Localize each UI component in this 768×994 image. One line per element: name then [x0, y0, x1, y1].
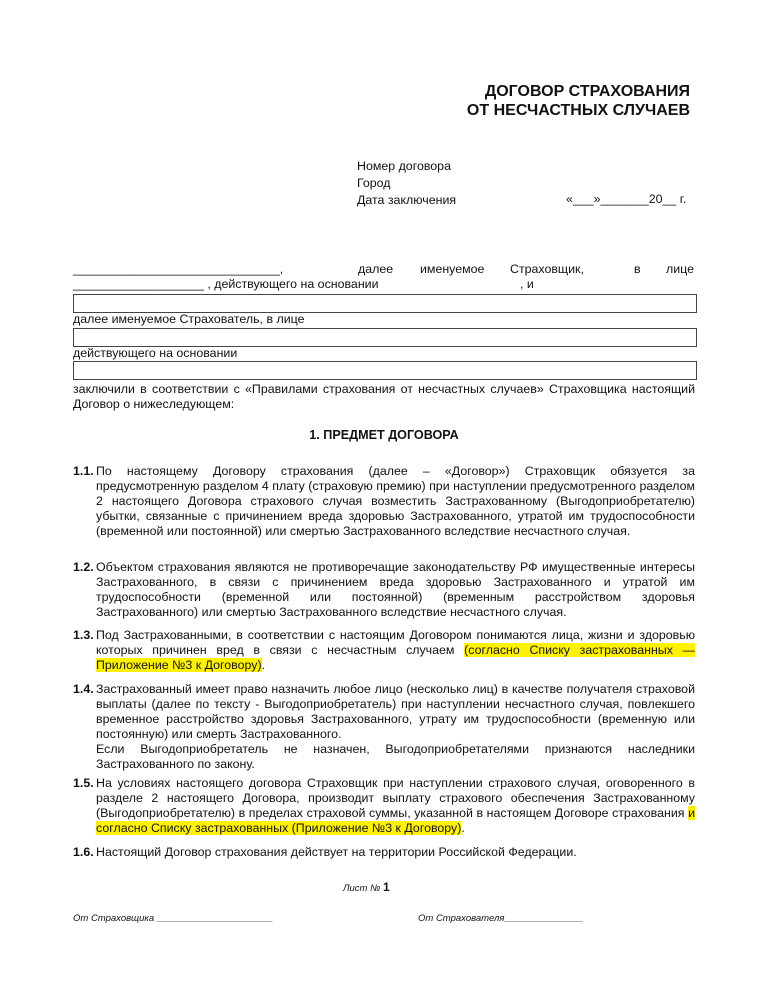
clause-1-6 — [73, 845, 695, 860]
title-line-2: ОТ НЕСЧАСТНЫХ СЛУЧАЕВ — [466, 102, 690, 119]
clause-number: 1.1. — [73, 464, 94, 478]
fill-field-3[interactable] — [73, 361, 697, 380]
concluded-text: заключили в соответствии с «Правилами страхования от несчастных случаев» Страховщика настоящий Договор о нижеследующем: — [73, 382, 695, 411]
clause-text: Застрахованный имеет право назначить любое лицо (несколько лиц) в качестве получателя страховой выплаты (далее по тексту - Выгодоприобретатель) при наступлении несчастного случая, повлекшего временное расстройство здоровья Застрахованного, утрату им трудоспособности (временную или постоянную) или смерть Застрахованного. — [96, 682, 695, 741]
highlighted-text: (согласно Списку застрахованных — Приложение №3 к Договору) — [96, 643, 695, 672]
fill-field-1[interactable] — [73, 294, 697, 313]
party-word-c: Страховщик, — [510, 262, 584, 276]
clause-text: Настоящий Договор страхования действует на территории Российской Федерации. — [96, 845, 577, 859]
clause-number: 1.6. — [73, 845, 94, 859]
clause-number: 1.5. — [73, 776, 94, 790]
party-word-e: лице — [666, 262, 694, 276]
clause-1-3 — [73, 628, 695, 673]
contract-meta — [357, 158, 456, 209]
section-1-heading: 1. ПРЕДМЕТ ДОГОВОРА — [309, 428, 459, 442]
clause-1-5 — [73, 776, 695, 836]
fill-field-2[interactable] — [73, 328, 697, 347]
insurer-line: далее именуемое Страхователь, в лице — [73, 312, 305, 326]
party-basis: ___________________ , действующего на основании — [73, 277, 379, 291]
clause-text: Под Застрахованными, в соответствии с настоящим Договором понимаются лица, жизни и здоровью которых причинен вред в связи с несчастным случаем (согласно Списку застрахованных — Приложение №3 к Договору). — [96, 628, 695, 672]
party-blank: ______________________________, — [73, 262, 284, 276]
title-line-1: ДОГОВОР СТРАХОВАНИЯ — [484, 83, 690, 100]
clause-number: 1.4. — [73, 682, 94, 696]
contract-number-label: Номер договора — [357, 159, 451, 173]
basis-line: действующего на основании — [73, 346, 238, 360]
party-word-a: далее — [358, 262, 394, 276]
document-title — [0, 82, 768, 120]
clause-text: На условиях настоящего договора Страховщик при наступлении страхового случая, оговоренного в разделе 2 настоящего Договора, производит выплату страхового обеспечения Застрахованному (Выгодоприобретателю) в пределах страховой суммы, указанной в настоящем Договоре страхования и согласно Списку застрахованных (Приложение №3 к Договору). — [96, 776, 695, 835]
insurer-signature: От Страховщика ______________________ — [73, 913, 274, 924]
city-label: Город — [357, 176, 391, 190]
clause-text: По настоящему Договору страхования (далее – «Договор») Страховщик обязуется за предусмотренную разделом 4 плату (страховую премию) при наступлении предусмотренного разделом 2 настоящего Договора страхового случая возместить Застрахованному (Выгодоприобретателю) убытки, связанные с причинением вреда здоровью Застрахованного, утратой им трудоспособности (временной или постоянной) или смертью Застрахованного вследствие несчастного случая. — [96, 464, 695, 538]
date-label: Дата заключения — [357, 193, 457, 207]
clause-number: 1.3. — [73, 628, 94, 642]
policyholder-signature: От Страхователя_______________ — [418, 913, 584, 924]
clause-text: Объектом страхования являются не противоречащие законодательству РФ имущественные интересы Застрахованного, в связи с причинением вреда здоровью Застрахованного и утратой им трудоспособности (временной или постоянной) (временным расстройством здоровья Застрахованного) или смертью Застрахованного вследствие несчастного случая. — [96, 560, 695, 619]
highlighted-text: и согласно Списку застрахованных (Приложение №3 к Договору) — [96, 806, 695, 835]
clause-1-1 — [73, 464, 695, 539]
party-word-d: в — [634, 262, 641, 276]
clause-text-2: Если Выгодоприобретатель не назначен, Выгодоприобретателями признаются наследники Застрахованного по закону. — [96, 742, 695, 771]
clause-1-4 — [73, 682, 695, 772]
party-and: , и — [520, 277, 534, 291]
date-value: «___»_______20__ г. — [566, 192, 687, 206]
page-number: Лист № 1 — [343, 880, 390, 894]
party-word-b: именуемое — [420, 262, 485, 276]
clause-number: 1.2. — [73, 560, 94, 574]
clause-1-2 — [73, 560, 695, 620]
